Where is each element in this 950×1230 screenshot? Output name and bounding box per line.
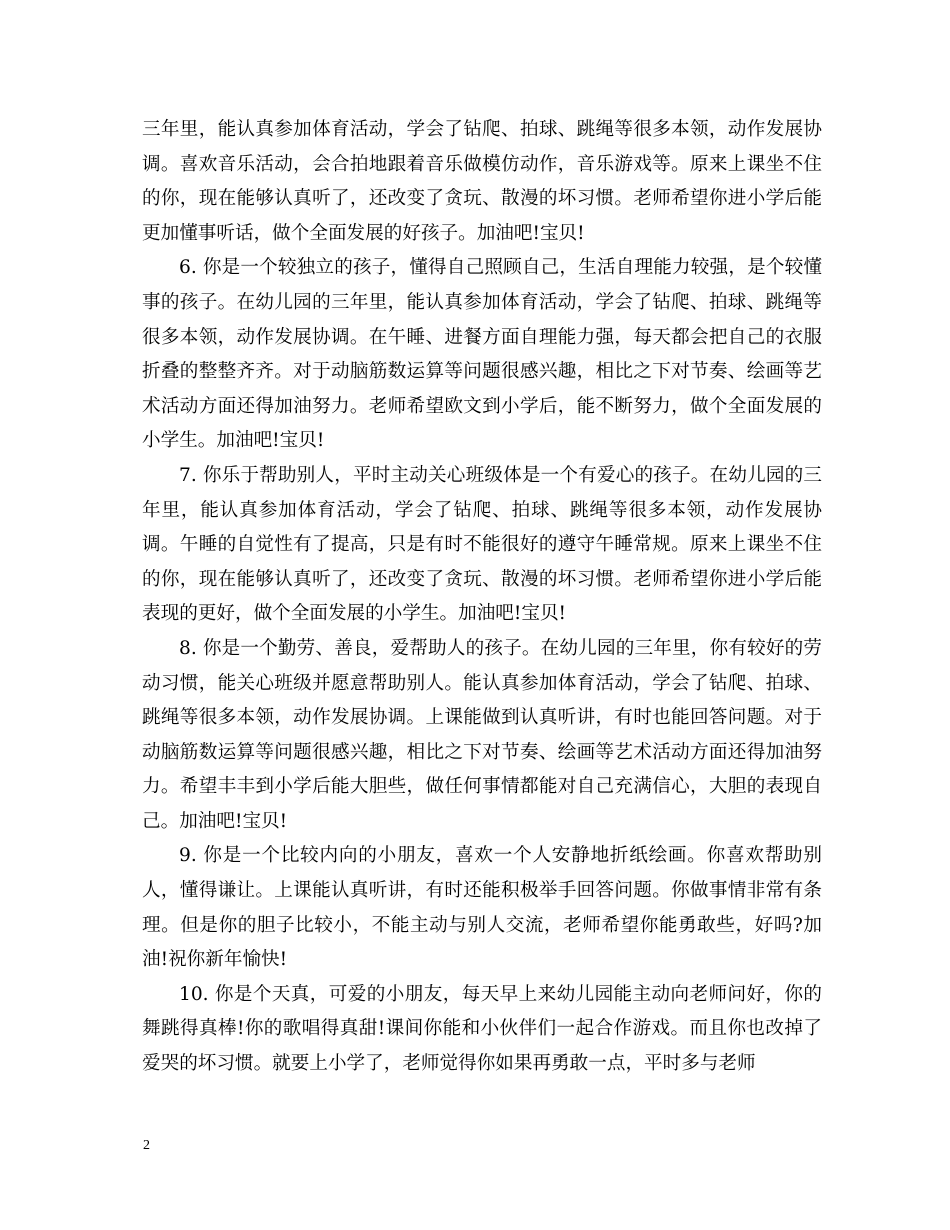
paragraph-continuation: 三年里，能认真参加体育活动，学会了钻爬、拍球、跳绳等很多本领，动作发展协调。喜欢音乐活动，会合拍地跟着音乐做模仿动作，音乐游戏等。原来上课坐不住的你，现在能够认真听了，还改变了贪玩、散漫的坏习惯。老师希望你进小学后能更加懂事听话，做个全面发展的好孩子。加油吧!宝贝! — [142, 119, 822, 244]
paragraph-item-6: 6. 你是一个较独立的孩子，懂得自己照顾自己，生活自理能力较强，是个较懂事的孩子。在幼儿园的三年里，能认真参加体育活动，学会了钻爬、拍球、跳绳等很多本领，动作发展协调。在午睡、进餐方面自理能力强，每天都会把自己的衣服折叠的整整齐齐。对于动脑筋数运算等问题很感兴趣，相比之下对节奏、绘画等艺术活动方面还得加油努力。老师希望欧文到小学后，能不断努力，做个全面发展的小学生。加油吧!宝贝! — [142, 257, 822, 452]
paragraph-item-8: 8. 你是一个勤劳、善良，爱帮助人的孩子。在幼儿园的三年里，你有较好的劳动习惯，能关心班级并愿意帮助别人。能认真参加体育活动，学会了钻爬、拍球、跳绳等很多本领，动作发展协调。上课能做到认真听讲，有时也能回答问题。对于动脑筋数运算等问题很感兴趣，相比之下对节奏、绘画等艺术活动方面还得加油努力。希望丰丰到小学后能大胆些，做任何事情都能对自己充满信心，大胆的表现自己。加油吧!宝贝! — [142, 637, 822, 832]
page-number: 2 — [143, 1138, 150, 1153]
paragraph-item-9: 9. 你是一个比较内向的小朋友，喜欢一个人安静地折纸绘画。你喜欢帮助别人，懂得谦让。上课能认真听讲，有时还能积极举手回答问题。你做事情非常有条理。但是你的胆子比较小，不能主动与别人交流，老师希望你能勇敢些，好吗?加油!祝你新年愉快! — [142, 845, 822, 971]
document-body — [142, 113, 822, 1082]
paragraph-item-10: 10. 你是个天真，可爱的小朋友，每天早上来幼儿园能主动向老师问好，你的舞跳得真棒!你的歌唱得真甜!课间你能和小伙伴们一起合作游戏。而且你也改掉了爱哭的坏习惯。就要上小学了，老师觉得你如果再勇敢一点，平时多与老师 — [142, 983, 822, 1075]
paragraph-item-7: 7. 你乐于帮助别人，平时主动关心班级体是一个有爱心的孩子。在幼儿园的三年里，能认真参加体育活动，学会了钻爬、拍球、跳绳等很多本领，动作发展协调。午睡的自觉性有了提高，只是有时不能很好的遵守午睡常规。原来上课坐不住的你，现在能够认真听了，还改变了贪玩、散漫的坏习惯。老师希望你进小学后能表现的更好，做个全面发展的小学生。加油吧!宝贝! — [142, 464, 822, 625]
